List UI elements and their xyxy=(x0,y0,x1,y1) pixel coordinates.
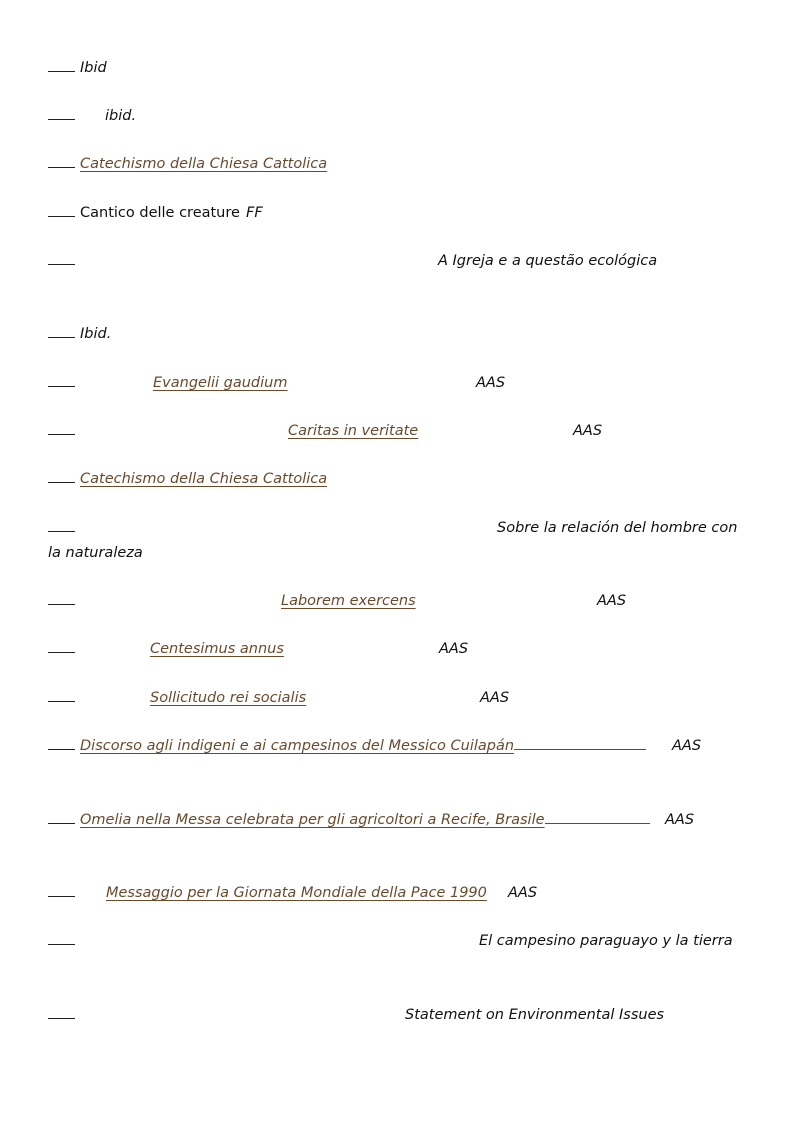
footnote-link[interactable]: Catechismo della Chiesa Cattolica xyxy=(80,471,328,487)
footnote-text: Sobre la relación del hombre con xyxy=(497,520,738,536)
footnote-suffix: AAS xyxy=(476,375,506,391)
footnote-1 xyxy=(48,56,753,81)
footnote-marker xyxy=(48,336,75,338)
footnote-11 xyxy=(48,589,753,614)
footnote-continuation: la naturaleza xyxy=(48,545,143,561)
footnote-2 xyxy=(48,104,753,129)
footnote-link[interactable]: Evangelii gaudium xyxy=(153,375,288,391)
footnote-5 xyxy=(48,249,753,274)
footnote-marker xyxy=(48,603,75,605)
footnote-suffix: AAS xyxy=(597,593,627,609)
footnote-suffix: FF xyxy=(246,205,263,221)
footnote-link[interactable]: Discorso agli indigeni e ai campesinos del Messico Cuilapán xyxy=(80,738,515,754)
footnote-link[interactable]: Centesimus annus xyxy=(150,641,284,657)
footnote-9 xyxy=(48,467,753,492)
footnote-text: ibid. xyxy=(105,108,137,124)
footnote-text: A Igreja e a questão ecológica xyxy=(438,253,658,269)
link-underline-fill xyxy=(545,822,650,824)
footnote-text: Ibid xyxy=(80,60,107,76)
footnote-marker xyxy=(48,651,75,653)
footnote-link[interactable]: Omelia nella Messa celebrata per gli agricoltori a Recife, Brasile xyxy=(80,812,545,828)
footnote-12 xyxy=(48,637,753,662)
footnote-10-continuation xyxy=(48,541,753,566)
footnote-text: Statement on Environmental Issues xyxy=(405,1007,665,1023)
footnote-marker xyxy=(48,481,75,483)
footnote-suffix: AAS xyxy=(508,885,538,901)
footnote-4 xyxy=(48,201,753,226)
footnote-link[interactable]: Sollicitudo rei socialis xyxy=(150,690,307,706)
footnote-marker xyxy=(48,263,75,265)
footnote-10 xyxy=(48,516,753,541)
footnote-6 xyxy=(48,322,753,347)
footnote-link[interactable]: Laborem exercens xyxy=(281,593,416,609)
footnote-3 xyxy=(48,152,753,177)
footnote-marker xyxy=(48,433,75,435)
footnote-marker xyxy=(48,943,75,945)
footnote-marker xyxy=(48,748,75,750)
footnote-15 xyxy=(48,808,753,833)
footnote-7 xyxy=(48,371,753,396)
footnote-marker xyxy=(48,215,75,217)
footnote-8 xyxy=(48,419,753,444)
footnote-14 xyxy=(48,734,753,759)
footnote-marker xyxy=(48,530,75,532)
footnote-17 xyxy=(48,929,753,954)
footnote-link[interactable]: Caritas in veritate xyxy=(288,423,419,439)
footnote-link[interactable]: Catechismo della Chiesa Cattolica xyxy=(80,156,328,172)
footnote-marker xyxy=(48,385,75,387)
link-underline-fill xyxy=(514,748,646,750)
footnote-marker xyxy=(48,70,75,72)
footnote-text: El campesino paraguayo y la tierra xyxy=(479,933,733,949)
footnote-suffix: AAS xyxy=(672,738,702,754)
footnote-suffix: AAS xyxy=(665,812,695,828)
footnote-suffix: AAS xyxy=(439,641,469,657)
footnote-suffix: AAS xyxy=(573,423,603,439)
footnote-marker xyxy=(48,895,75,897)
footnote-marker xyxy=(48,700,75,702)
footnote-marker xyxy=(48,822,75,824)
footnote-suffix: AAS xyxy=(480,690,510,706)
footnote-13 xyxy=(48,686,753,711)
footnote-link[interactable]: Messaggio per la Giornata Mondiale della Pace 1990 xyxy=(106,885,487,901)
footnote-marker xyxy=(48,1017,75,1019)
footnote-text: Ibid. xyxy=(80,326,112,342)
footnote-text: Cantico delle creature xyxy=(80,205,240,221)
footnote-16 xyxy=(48,881,753,906)
footnote-18 xyxy=(48,1003,753,1028)
footnote-marker xyxy=(48,166,75,168)
footnote-marker xyxy=(48,118,75,120)
